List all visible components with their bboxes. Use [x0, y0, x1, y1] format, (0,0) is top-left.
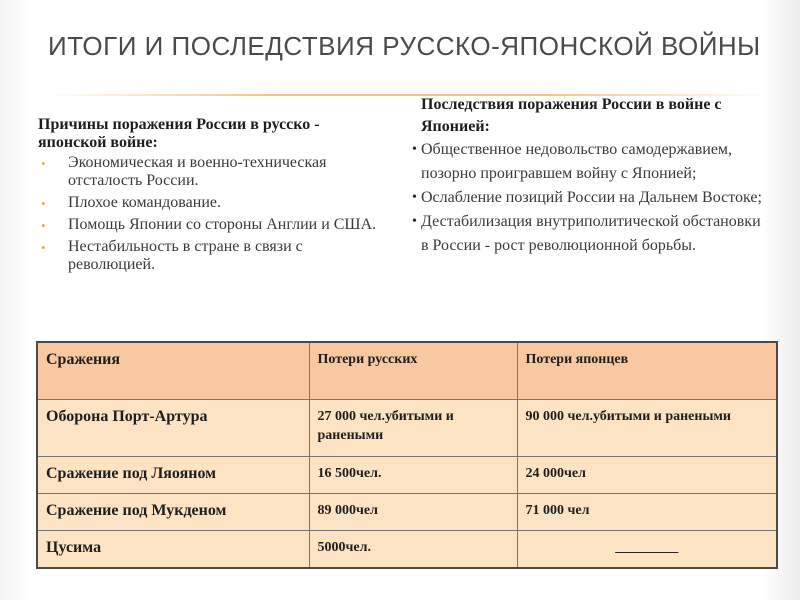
bullet-icon: • [41, 156, 46, 171]
table-row [37, 531, 777, 569]
table-header-row [37, 342, 777, 400]
causes-heading: Причины поражения России в русско - японской войне: [38, 116, 320, 151]
list-item: • Экономическая и военно-техническая отсталость России. [41, 154, 327, 189]
battle-name: Сражение под Ляояном [37, 457, 309, 494]
japanese-losses: 71 000 чел [517, 494, 777, 531]
russian-losses: 27 000 чел.убитыми и ранеными [309, 400, 517, 457]
bullet-icon: • [412, 214, 417, 229]
header-battles: Сражения [37, 342, 309, 400]
consequences-heading: Последствия поражения России в войне с Японией: [421, 96, 722, 135]
list-item: • Ослабление позиций России на Дальнем Востоке; [413, 186, 763, 210]
list-item: • Помощь Японии со стороны Англии и США. [41, 216, 377, 233]
list-item: • Плохое командование. [41, 194, 221, 211]
bullet-icon: • [412, 142, 417, 157]
japanese-losses: 24 000чел [517, 457, 777, 494]
bullet-icon: • [41, 240, 46, 255]
slide-title: ИТОГИ И ПОСЛЕДСТВИЯ РУССКО-ЯПОНСКОЙ ВОЙНЫ [48, 31, 761, 61]
russian-losses: 89 000чел [309, 494, 517, 531]
battle-name: Цусима [37, 531, 309, 569]
japanese-losses: _________ [517, 531, 777, 569]
battle-losses-table [36, 341, 778, 569]
left-edge-shade [0, 0, 30, 600]
table-row [37, 400, 777, 457]
header-russian-losses: Потери русских [309, 342, 517, 400]
russian-losses: 16 500чел. [309, 457, 517, 494]
consequences-section [413, 94, 763, 258]
russian-losses: 5000чел. [309, 531, 517, 569]
consequences-list [413, 138, 763, 258]
causes-list [38, 154, 378, 274]
header-japanese-losses: Потери японцев [517, 342, 777, 400]
list-item: • Дестабилизация внутриполитической обстановки в России - рост революционной борьбы. [413, 210, 763, 258]
bullet-icon: • [41, 218, 46, 233]
table-row [37, 494, 777, 531]
japanese-losses: 90 000 чел.убитыми и ранеными [517, 400, 777, 457]
bullet-icon: • [41, 196, 46, 211]
list-item: • Общественное недовольство самодержавием, позорно проигравшем войну с Японией; [413, 138, 763, 186]
table-row [37, 457, 777, 494]
causes-section [38, 116, 378, 278]
battle-name: Оборона Порт-Артура [37, 400, 309, 457]
list-item: • Нестабильность в стране в связи с революцией. [41, 238, 303, 273]
battle-name: Сражение под Мукденом [37, 494, 309, 531]
bullet-icon: • [412, 190, 417, 205]
